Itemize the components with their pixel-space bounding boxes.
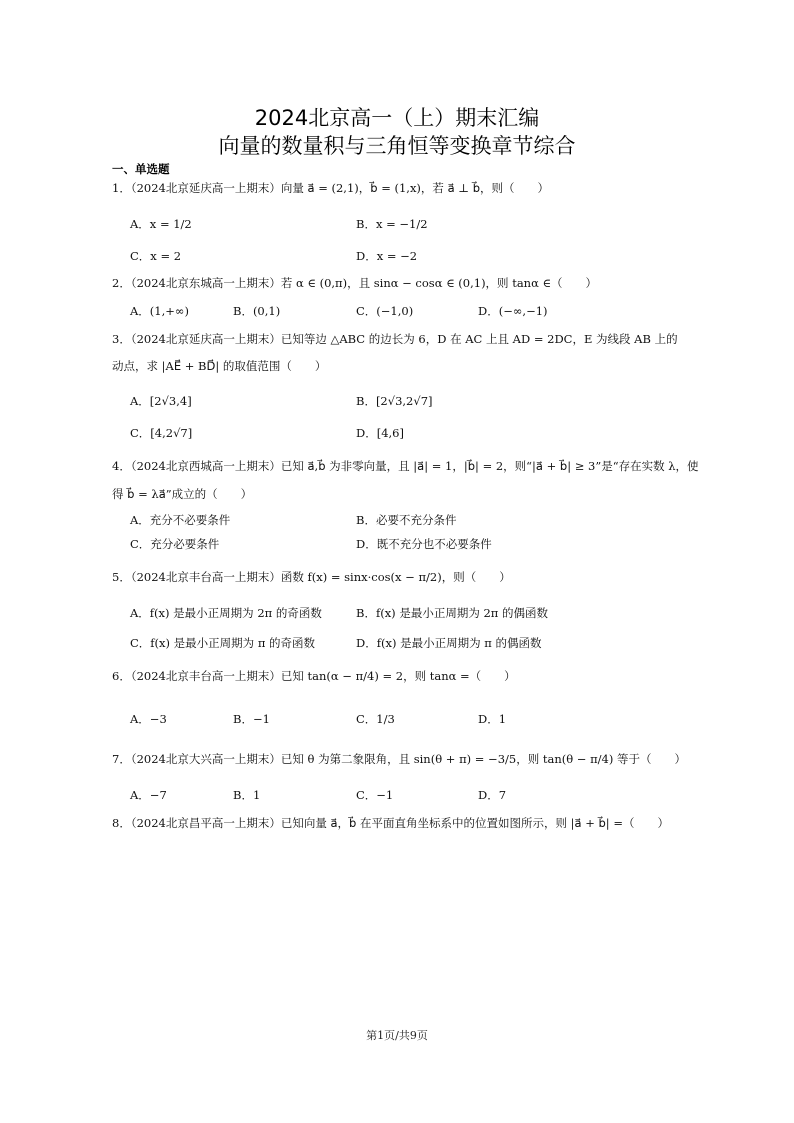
question-2-option-a: A．(1,+∞) xyxy=(130,304,189,318)
question-2-option-d: D．(−∞,−1) xyxy=(478,304,548,318)
question-3-option-a: A．[2√3,4] xyxy=(130,394,192,408)
question-1-option-b: B．x = −1/2 xyxy=(356,217,428,231)
question-3-option-b: B．[2√3,2√7] xyxy=(356,394,433,408)
question-3-option-d: D．[4,6] xyxy=(356,426,404,440)
question-7-option-b: B．1 xyxy=(233,788,261,802)
question-7-option-d: D．7 xyxy=(478,788,507,802)
page-number: 第1页/共9页 xyxy=(366,1029,428,1042)
question-4-stem-line2: 得 b⃗ = λa⃗”成立的（ ） xyxy=(112,487,253,501)
question-1-stem: 1．（2024北京延庆高一上期末）向量 a⃗ = (2,1)，b⃗ = (1,x)，若 a⃗ ⊥ b⃗，则（ ） xyxy=(112,181,550,195)
section-heading: 一、单选题 xyxy=(112,162,170,176)
document-subtitle: 向量的数量积与三角恒等变换章节综合 xyxy=(218,134,576,158)
question-3-stem-line2: 动点，求 |AE⃗ + BD⃗| 的取值范围（ ） xyxy=(112,359,327,373)
question-1-option-a: A．x = 1/2 xyxy=(130,217,192,231)
question-4-option-a: A．充分不必要条件 xyxy=(130,513,231,527)
question-4-stem-line1: 4．（2024北京西城高一上期末）已知 a⃗,b⃗ 为非零向量，且 |a⃗| = 1，|b⃗| = 2，则“|a⃗ + b⃗| ≥ 3”是“存在实数 λ，使 xyxy=(112,459,699,473)
question-2-option-b: B．(0,1) xyxy=(233,304,281,318)
question-5-option-c: C．f(x) 是最小正周期为 π 的奇函数 xyxy=(130,636,316,650)
question-7-stem: 7．（2024北京大兴高一上期末）已知 θ 为第二象限角，且 sin(θ + π) = −3/5，则 tan(θ − π/4) 等于（ ） xyxy=(112,752,686,766)
question-1-option-c: C．x = 2 xyxy=(130,249,182,263)
question-1-option-d: D．x = −2 xyxy=(356,249,418,263)
question-4-option-c: C．充分必要条件 xyxy=(130,537,220,551)
question-5-stem: 5．（2024北京丰台高一上期末）函数 f(x) = sinx·cos(x − π/2)，则（ ） xyxy=(112,570,511,584)
question-6-option-c: C．1/3 xyxy=(356,712,395,726)
document-title: 2024北京高一（上）期末汇编 xyxy=(254,106,540,130)
question-3-option-c: C．[4,2√7] xyxy=(130,426,193,440)
question-4-option-b: B．必要不充分条件 xyxy=(356,513,457,527)
question-6-option-a: A．−3 xyxy=(130,712,167,726)
question-6-option-d: D．1 xyxy=(478,712,507,726)
question-6-stem: 6．（2024北京丰台高一上期末）已知 tan(α − π/4) = 2，则 tanα =（ ） xyxy=(112,669,516,683)
question-7-option-c: C．−1 xyxy=(356,788,394,802)
question-4-option-d: D．既不充分也不必要条件 xyxy=(356,537,492,551)
question-5-option-a: A．f(x) 是最小正周期为 2π 的奇函数 xyxy=(130,606,322,620)
question-5-option-b: B．f(x) 是最小正周期为 2π 的偶函数 xyxy=(356,606,549,620)
question-2-stem: 2．（2024北京东城高一上期末）若 α ∈ (0,π)，且 sinα − cosα ∈ (0,1)，则 tanα ∈（ ） xyxy=(112,276,598,290)
question-8-stem: 8．（2024北京昌平高一上期末）已知向量 a⃗，b⃗ 在平面直角坐标系中的位置如图所示，则 |a⃗ + b⃗| =（ ） xyxy=(112,816,669,830)
question-5-option-d: D．f(x) 是最小正周期为 π 的偶函数 xyxy=(356,636,542,650)
question-6-option-b: B．−1 xyxy=(233,712,270,726)
question-2-option-c: C．(−1,0) xyxy=(356,304,414,318)
question-7-option-a: A．−7 xyxy=(130,788,167,802)
question-3-stem-line1: 3．（2024北京延庆高一上期末）已知等边 △ABC 的边长为 6，D 在 AC 上且 AD = 2DC，E 为线段 AB 上的 xyxy=(112,332,678,346)
